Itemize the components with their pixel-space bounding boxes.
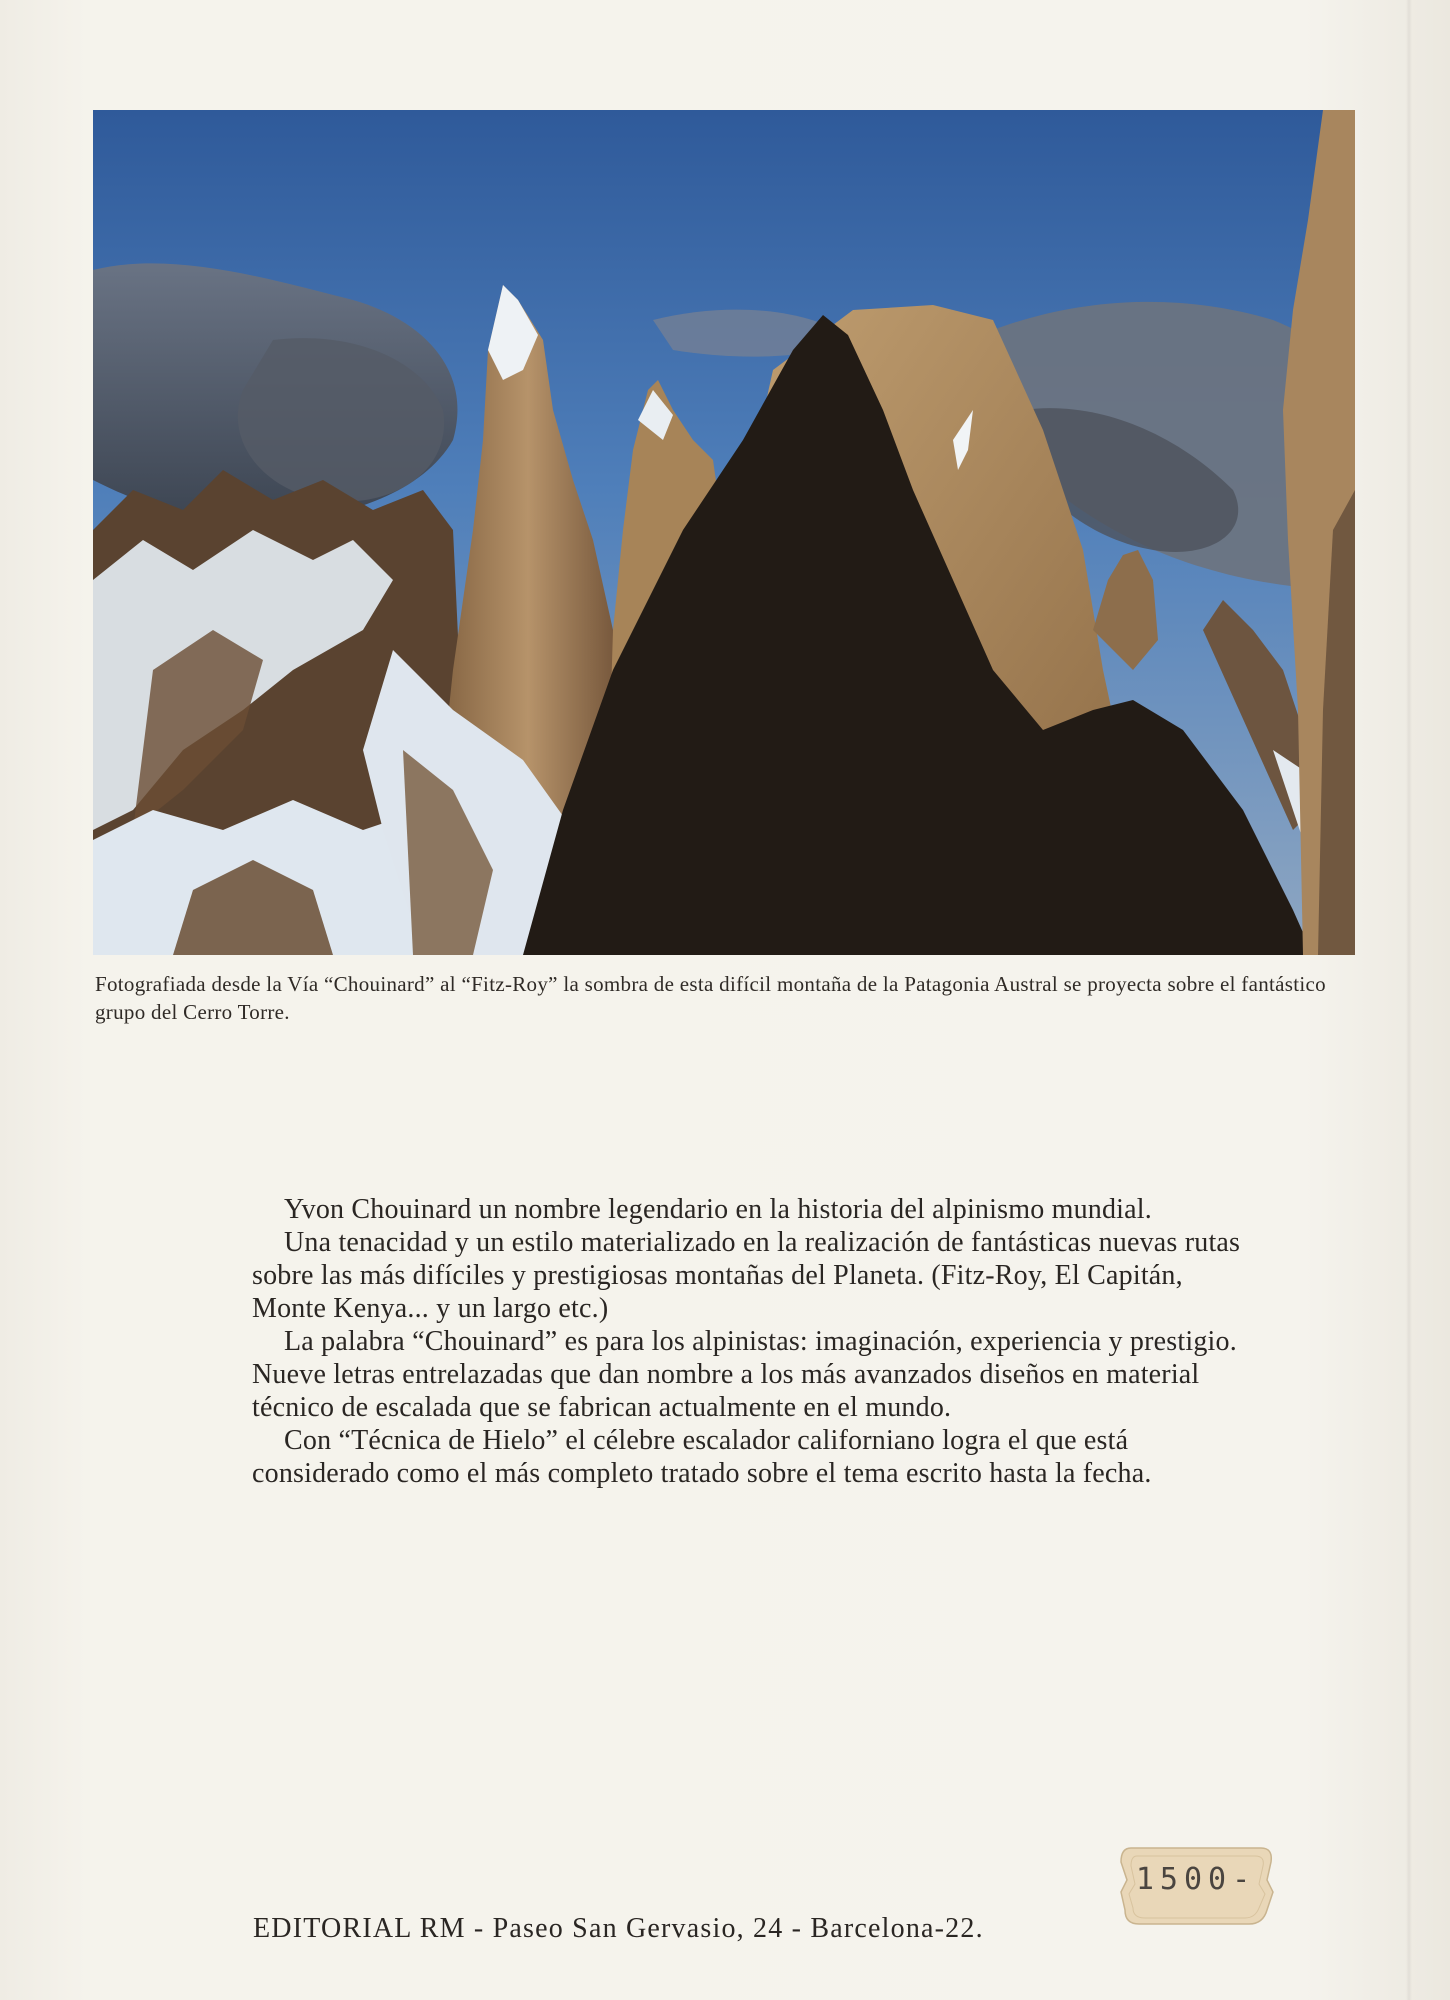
publisher-footer: EDITORIAL RM - Paseo San Gervasio, 24 - Barcelona-22. xyxy=(253,1913,984,1944)
mountain-photo xyxy=(93,110,1355,955)
description-paragraph: Yvon Chouinard un nombre legendario en la historia del alpinismo mundial. xyxy=(284,1194,1152,1225)
mountain-photo-illustration xyxy=(93,110,1355,955)
page-edge xyxy=(1406,0,1412,2000)
description-paragraph: Una tenacidad y un estilo materializado en la realización de fantásticas nuevas rutas sobre las más difíciles y prestigiosas montañas del Planeta. (Fitz-Roy, El Capitán, Monte Kenya... y un largo etc.) xyxy=(252,1227,1241,1324)
price-sticker xyxy=(1117,1840,1275,1930)
description-paragraph: Con “Técnica de Hielo” el célebre escalador californiano logra el que está considerado como el más completo tratado sobre el tema escrito hasta la fecha. xyxy=(252,1425,1152,1489)
book-description xyxy=(252,1193,1252,1490)
price-label: 1500- xyxy=(1135,1862,1257,1897)
description-paragraph: La palabra “Chouinard” es para los alpinistas: imaginación, experiencia y prestigio. Nueve letras entrelazadas que dan nombre a los más avanzados diseños en material técnico de escalada que se fabrican actualmente en el mundo. xyxy=(252,1326,1237,1423)
photo-caption: Fotografiada desde la Vía “Chouinard” al “Fitz-Roy” la sombra de esta difícil montaña de la Patagonia Austral se proyecta sobre el fantástico grupo del Cerro Torre. xyxy=(95,972,1326,1024)
